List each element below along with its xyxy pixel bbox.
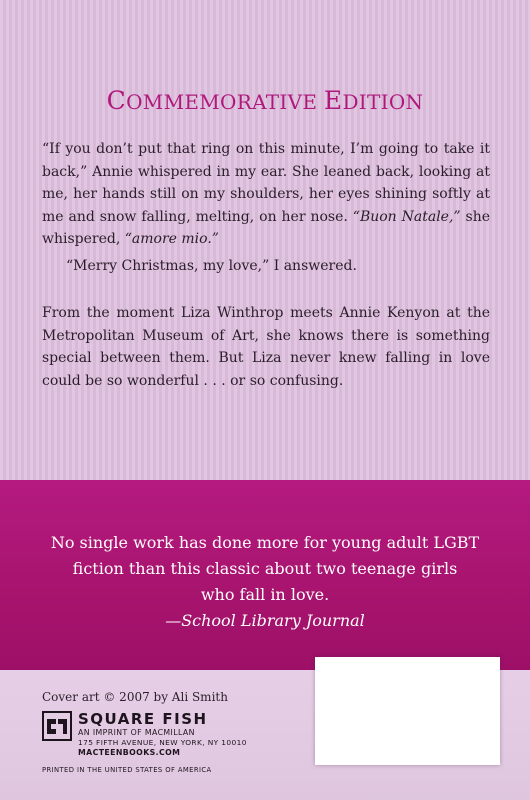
excerpt-italic-1: “Buon Natale,”: [352, 208, 461, 225]
excerpt-paragraph-1: [42, 138, 490, 251]
heading-initial-c: C: [106, 86, 127, 115]
excerpt-paragraph-2: “Merry Christmas, my love,” I answered.: [66, 258, 357, 274]
quote-source: —School Library Journal: [165, 611, 365, 630]
publisher-address: 175 FIFTH AVENUE, NEW YORK, NY 10010: [78, 738, 247, 747]
quote-line-2: fiction than this classic about two teenage girls: [72, 559, 458, 578]
cover-art-credit: Cover art © 2007 by Ali Smith: [42, 690, 228, 704]
publisher-imprint: AN IMPRINT OF MACMILLAN: [78, 728, 195, 737]
publisher-website: MACTEENBOOKS.COM: [78, 748, 181, 757]
review-quote: [0, 530, 530, 634]
blurb-paragraph: From the moment Liza Winthrop meets Annie Kenyon at the Metropolitan Museum of Art, she knows there is something special between them. But Liza never knew falling in love could be so wonderful . . . or so confusing.: [42, 305, 490, 389]
quote-line-1: No single work has done more for young adult LGBT: [50, 533, 480, 552]
barcode-area: [315, 657, 500, 765]
edition-heading: [0, 86, 530, 115]
heading-word-2: DITION: [342, 90, 424, 114]
publisher-name: SQUARE FISH: [78, 710, 208, 728]
heading-word-1: OMMEMORATIVE: [126, 90, 318, 114]
heading-initial-e: E: [323, 86, 343, 115]
excerpt-text-2: she whispered,: [42, 208, 491, 247]
excerpt-text: “If you don’t put that ring on this minute, I’m going to take it back,” Annie whispered in my ear. She leaned back, looking at me, her hands still on my shoulders, her eyes shining softly at me and snow falling, melting, on her nose.: [42, 141, 490, 225]
quote-line-3: who fall in love.: [200, 585, 330, 604]
square-fish-logo-icon: [42, 711, 72, 741]
excerpt-italic-2: “amore mio.”: [124, 231, 219, 247]
printed-in-notice: PRINTED IN THE UNITED STATES OF AMERICA: [42, 766, 212, 774]
